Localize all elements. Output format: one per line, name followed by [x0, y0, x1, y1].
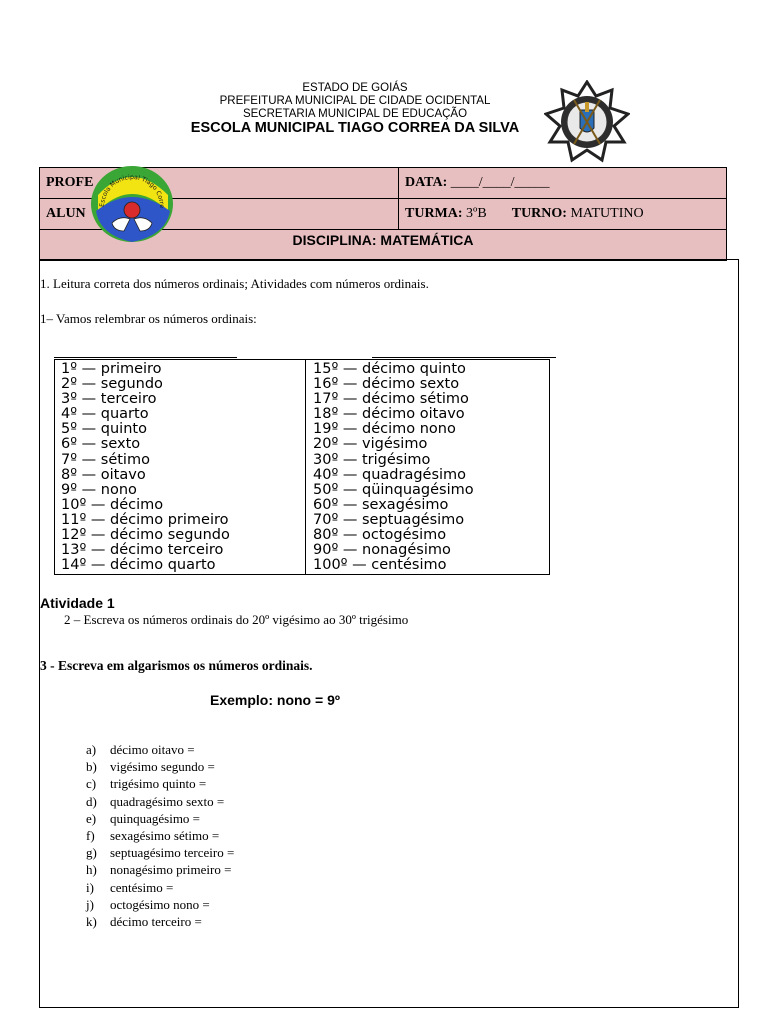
exercise-text: vigésimo segundo =: [110, 759, 215, 775]
ordinal-column-left: [61, 362, 230, 573]
exercise-item: [86, 758, 234, 775]
ordinal-entry: 18º — décimo oitavo: [313, 406, 465, 423]
class-label: TURMA:: [405, 206, 463, 221]
example-text: Exemplo: nono = 9º: [210, 692, 340, 708]
ordinal-entry: 4º — quarto: [61, 406, 149, 423]
ordinal-entry: 9º — nono: [61, 481, 137, 498]
exercise-letter: k): [86, 913, 97, 929]
ordinal-entry: 70º — septuagésimo: [313, 511, 465, 528]
exercise-letter: b): [86, 759, 97, 775]
ordinal-entry: 100º — centésimo: [313, 557, 447, 574]
logo-ring-text: Escola Municipal Tiago Corre: [98, 173, 166, 209]
exercise-text: décimo oitavo =: [110, 742, 195, 757]
shift-label: TURNO:: [511, 206, 567, 221]
exercise-letter: j): [86, 896, 94, 912]
ordinal-entry: 15º — décimo quinto: [313, 361, 466, 377]
ordinal-entry: 1º — primeiro: [61, 361, 162, 377]
ordinal-entry: 5º — quinto: [61, 421, 147, 438]
exercise-item: [86, 861, 234, 878]
ordinal-entry: 2º — segundo: [61, 376, 163, 393]
exercise-text: sexagésimo sétimo =: [110, 827, 220, 843]
exercise-item: [86, 775, 234, 792]
ordinal-column-divider: [305, 360, 306, 574]
header-city-hall: PREFEITURA MUNICIPAL DE CIDADE OCIDENTAL: [219, 95, 491, 107]
school-logo-icon: [90, 165, 174, 243]
exercise-text: quadragésimo sexto =: [110, 793, 225, 809]
municipal-crest-icon: [544, 80, 630, 164]
exercise-list: [86, 741, 234, 930]
exercise-letter: a): [86, 742, 97, 757]
ordinal-entry: 12º — décimo segundo: [61, 527, 230, 544]
exercise-letter: g): [86, 845, 97, 861]
exercise-text: centésimo =: [110, 879, 174, 895]
ordinal-entry: 6º — sexto: [61, 436, 141, 453]
exercise-letter: h): [86, 862, 97, 878]
exercise-text: octogésimo nono =: [110, 896, 210, 912]
date-cell[interactable]: [399, 168, 727, 199]
exercise-item: [86, 896, 234, 913]
ordinal-reference-table: [54, 359, 550, 575]
ordinal-entry: 16º — décimo sexto: [313, 376, 460, 393]
question-2: 2 – Escreva os números ordinais do 20º vigésimo ao 30º trigésimo: [64, 612, 409, 627]
question-3: 3 - Escreva em algarismos os números ordinais.: [40, 658, 313, 673]
ordinal-entry: 80º — octogésimo: [313, 527, 447, 544]
exercise-letter: f): [86, 827, 95, 843]
exercise-item: [86, 913, 234, 930]
shift-value: MATUTINO: [570, 206, 644, 221]
exercise-item: [86, 844, 234, 861]
professor-label: PROFE: [46, 175, 94, 190]
ordinal-entry: 30º — trigésimo: [313, 451, 431, 468]
exercise-text: décimo terceiro =: [110, 913, 202, 929]
activity-title: Atividade 1: [40, 595, 115, 611]
student-label: ALUN: [46, 206, 86, 221]
date-blank: ____/____/_____: [450, 175, 550, 190]
ordinal-column-right: [313, 362, 474, 573]
exercise-letter: d): [86, 793, 97, 809]
class-value: 3ºB: [466, 206, 487, 221]
exercise-item: [86, 879, 234, 896]
ordinal-entry: 11º — décimo primeiro: [61, 511, 229, 528]
ordinal-entry: 60º — sexagésimo: [313, 496, 449, 513]
ordinal-entry: 19º — décimo nono: [313, 421, 456, 438]
header-secretariat: SECRETARIA MUNICIPAL DE EDUCAÇÃO: [242, 108, 468, 120]
ordinal-entry: 3º — terceiro: [61, 391, 157, 408]
ordinal-entry: 17º — décimo sétimo: [313, 391, 469, 408]
exercise-letter: i): [86, 879, 94, 895]
class-cell: [399, 199, 727, 230]
exercise-item: [86, 793, 234, 810]
header-state: ESTADO DE GOIÁS: [302, 82, 408, 94]
exercise-text: nonagésimo primeiro =: [110, 862, 232, 878]
ordinal-entry: 13º — décimo terceiro: [61, 542, 224, 559]
exercise-letter: e): [86, 810, 97, 826]
ordinal-entry: 7º — sétimo: [61, 451, 150, 468]
intro-line-2: 1– Vamos relembrar os números ordinais:: [40, 311, 257, 326]
ordinal-entry: 14º — décimo quarto: [61, 557, 216, 574]
ordinal-entry: 8º — oitavo: [61, 466, 146, 483]
discipline-label: DISCIPLINA: MATEMÁTICA: [40, 230, 727, 261]
exercise-item: [86, 810, 234, 827]
exercise-item: [86, 741, 234, 758]
exercise-letter: c): [86, 776, 97, 792]
school-name: ESCOLA MUNICIPAL TIAGO CORREA DA SILVA: [190, 120, 520, 136]
exercise-text: septuagésimo terceiro =: [110, 845, 235, 861]
ordinal-entry: 40º — quadragésimo: [313, 466, 467, 483]
ordinal-entry: 20º — vigésimo: [313, 436, 428, 453]
date-label: DATA:: [405, 175, 448, 190]
ordinal-entry: 90º — nonagésimo: [313, 542, 451, 559]
exercise-item: [86, 827, 234, 844]
ordinal-top-line-left: [54, 357, 237, 358]
ordinal-entry: 10º — décimo: [61, 496, 164, 513]
exercise-text: quinquagésimo =: [110, 810, 201, 826]
ordinal-entry: 50º — qüinquagésimo: [313, 481, 474, 498]
intro-line-1: 1. Leitura correta dos números ordinais; Atividades com números ordinais.: [40, 276, 429, 291]
exercise-text: trigésimo quinto =: [110, 776, 207, 792]
ordinal-top-line-right: [372, 357, 556, 358]
